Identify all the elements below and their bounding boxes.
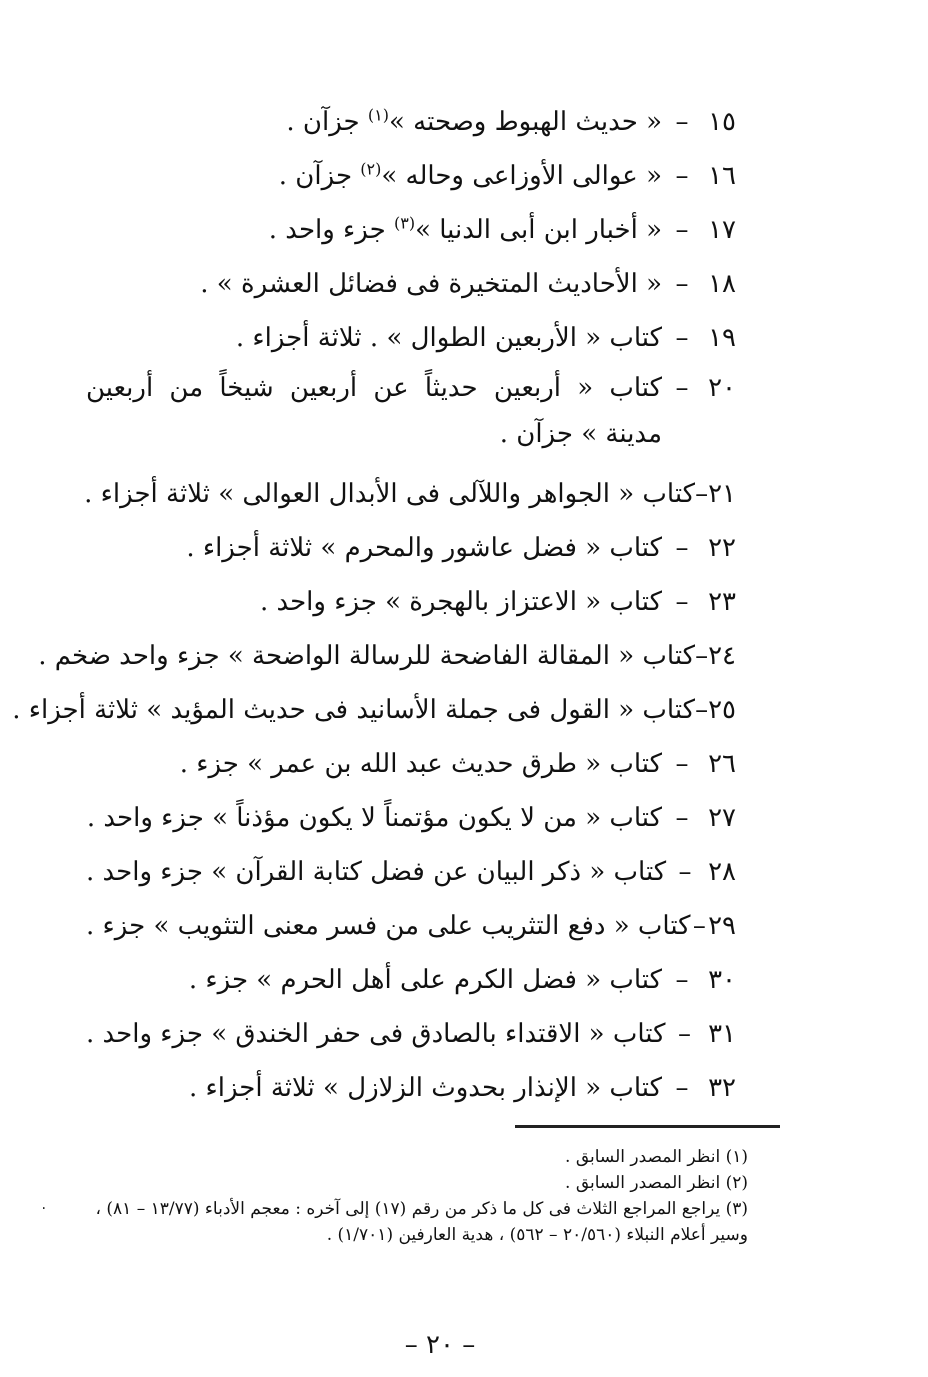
entry-text: كتاب « دفع التثريب على من فسر معنى التثويب » جزء . <box>86 911 691 941</box>
entry-text: كتاب « أربعين حديثاً عن أربعين شيخاً من أربعين مدينة » جزآن . <box>86 373 662 449</box>
entry-number: ٣١ <box>708 1019 736 1049</box>
entry-dash: – <box>675 161 689 191</box>
entry-dash: – <box>675 215 689 245</box>
entry-dash: – <box>678 857 692 887</box>
entry-dash: – <box>678 1019 692 1049</box>
entry-dash: – <box>675 373 689 403</box>
entry-number: ٣٠ <box>708 965 736 995</box>
entry-dash: – <box>695 695 709 725</box>
entry-dash: – <box>675 107 689 137</box>
footnote: (١) انظر المصدر السابق . <box>565 1147 748 1167</box>
entry-number: ١٩ <box>708 323 736 353</box>
entry-text: كتاب « الاعتزاز بالهجرة » جزء واحد . <box>259 587 662 617</box>
list-item <box>86 95 736 149</box>
entry-text: كتاب « فضل الكرم على أهل الحرم » جزء . <box>188 965 662 995</box>
entry-text: كتاب « المقالة الفاضحة للرسالة الواضحة » جزء واحد ضخم . <box>38 641 696 671</box>
entry-list <box>12 95 736 1115</box>
entry-text: كتاب « طرق حديث عبد الله بن عمر » جزء . <box>179 749 662 779</box>
list-item <box>86 1061 736 1115</box>
list-item <box>86 203 736 257</box>
entry-dash: – <box>675 587 689 617</box>
list-item <box>86 737 736 791</box>
list-item <box>86 149 736 203</box>
entry-dash: – <box>675 533 689 563</box>
list-item <box>86 899 736 953</box>
entry-text: كتاب « الإنذار بحدوث الزلازل » ثلاثة أجزاء . <box>188 1073 662 1103</box>
entry-number: ١٥ <box>708 107 736 137</box>
entry-number: ٢١ <box>708 479 736 509</box>
entry-dash: – <box>695 479 709 509</box>
entry-text: كتاب « من لا يكون مؤتمناً لا يكون مؤذناً » جزء واحد . <box>86 803 662 833</box>
entry-text: « الأحاديث المتخيرة فى فضائل العشرة » . <box>200 269 662 299</box>
entry-dash: – <box>692 911 706 941</box>
entry-number: ٢٢ <box>708 533 736 563</box>
entry-number: ٢٩ <box>708 911 736 941</box>
footnote-divider <box>515 1125 780 1128</box>
entry-dash: – <box>675 965 689 995</box>
list-item <box>86 467 736 521</box>
list-item <box>38 629 736 683</box>
entry-text: كتاب « فضل عاشور والمحرم » ثلاثة أجزاء . <box>186 533 662 563</box>
entry-dash: – <box>695 641 709 671</box>
list-item <box>86 257 736 311</box>
entry-text: كتاب « الأربعين الطوال » . ثلاثة أجزاء . <box>235 323 662 353</box>
entry-number: ٢٨ <box>708 857 736 887</box>
entry-text: « حديث الهبوط وصحته »$^{(١)}$ جزآن . <box>286 105 662 137</box>
footnote: (٢) انظر المصدر السابق . <box>565 1173 748 1193</box>
page-number: – ٢٠ – <box>404 1330 476 1360</box>
entry-text: كتاب « الجواهر واللآلى فى الأبدال العوالى » ثلاثة أجزاء . <box>84 479 696 509</box>
entry-dash: – <box>675 323 689 353</box>
footnote-ref: (٢) <box>360 159 382 179</box>
list-item <box>86 845 736 899</box>
entry-dash: – <box>675 1073 689 1103</box>
entry-number: ١٨ <box>708 269 736 299</box>
entry-text: « عوالى الأوزاعى وحاله »$^{(٢)}$ جزآن . <box>278 159 662 191</box>
footnote-ref: (٣) <box>393 213 416 233</box>
entry-dash: – <box>675 269 689 299</box>
entry-number: ٢٤ <box>708 641 736 671</box>
entry-number: ٣٢ <box>708 1073 736 1103</box>
margin-mark: ٠ <box>40 1200 48 1216</box>
entry-text: كتاب « الاقتداء بالصادق فى حفر الخندق » جزء واحد . <box>86 1019 666 1049</box>
list-item <box>86 791 736 845</box>
entry-number: ٢٥ <box>708 695 736 725</box>
entry-dash: – <box>675 803 689 833</box>
footnote-ref: (١) <box>367 105 389 125</box>
entry-number: ١٦ <box>708 161 736 191</box>
entry-number: ٢٠ <box>708 373 736 403</box>
list-item <box>86 521 736 575</box>
entry-text: « أخبار ابن أبى الدنيا »$^{(٣)}$ جزء واحد . <box>268 213 662 245</box>
list-item <box>86 365 736 457</box>
list-item <box>86 953 736 1007</box>
entry-number: ٢٣ <box>708 587 736 617</box>
list-item <box>12 683 736 737</box>
entry-text: كتاب « القول فى جملة الأسانيد فى حديث المؤيد » ثلاثة أجزاء . <box>12 695 696 725</box>
footnote: (٣) يراجع المراجع الثلاث فى كل ما ذكر من رقم (١٧) إلى آخره : معجم الأدباء (١٣/٧٧ – ٨١) ، وسير أعلام النبلاء (٢٠/٥٦٠ – ٥٦٢) ، هدية العارفين (١/٧٠١) . <box>95 1199 748 1245</box>
entry-dash: – <box>675 749 689 779</box>
entry-text: كتاب « ذكر البيان عن فضل كتابة القرآن » جزء واحد . <box>86 857 667 887</box>
entry-number: ٢٧ <box>708 803 736 833</box>
list-item <box>86 311 736 365</box>
list-item <box>86 575 736 629</box>
entry-number: ١٧ <box>708 215 736 245</box>
entry-number: ٢٦ <box>708 749 736 779</box>
footnotes <box>58 1144 748 1248</box>
list-item <box>86 1007 736 1061</box>
